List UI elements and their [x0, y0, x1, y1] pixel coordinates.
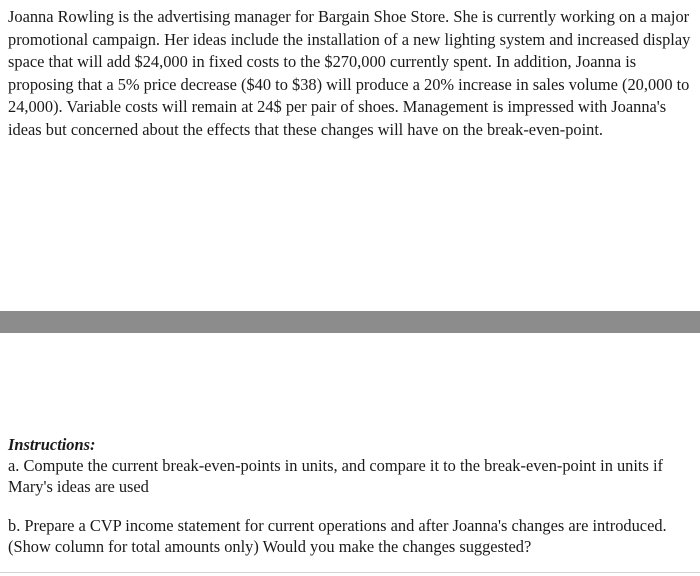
problem-statement	[8, 6, 698, 142]
bottom-divider	[0, 572, 700, 573]
instructions-section	[8, 434, 698, 557]
section-divider	[0, 311, 700, 333]
instruction-item-a: a. Compute the current break-even-points in units, and compare it to the break-even-point in units if Mary's ideas are used	[8, 456, 663, 496]
instruction-item-b: b. Prepare a CVP income statement for current operations and after Joanna's changes are introduced. (Show column for total amounts only) Would you make the changes suggested?	[8, 516, 667, 556]
instructions-heading: Instructions:	[8, 435, 96, 454]
problem-paragraph: Joanna Rowling is the advertising manager for Bargain Shoe Store. She is currently working on a major promotional campaign. Her ideas include the installation of a new lighting system and increased display space that will add $24,000 in fixed costs to the $270,000 currently spent. In addition, Joanna is proposing that a 5% price decrease ($40 to $38) will produce a 20% increase in sales volume (20,000 to 24,000). Variable costs will remain at 24$ per pair of shoes. Management is impressed with Joanna's ideas but concerned about the effects that these changes will have on the break-even-point.	[8, 7, 691, 139]
